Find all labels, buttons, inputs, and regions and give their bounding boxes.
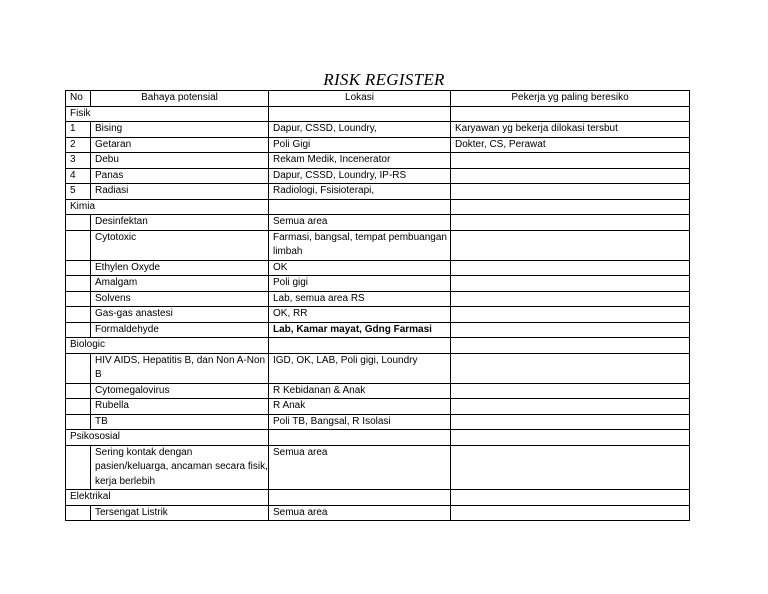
workers-cell: [451, 168, 690, 184]
row-number: [66, 215, 91, 231]
empty-cell: [451, 106, 690, 122]
header-location: Lokasi: [269, 91, 451, 107]
workers-cell: [451, 184, 690, 200]
workers-cell: [451, 276, 690, 292]
location-cell: Rekam Medik, Incenerator: [269, 153, 451, 169]
category-label: Psikososial: [66, 430, 269, 446]
empty-cell: [269, 199, 451, 215]
header-workers: Pekerja yg paling beresiko: [451, 91, 690, 107]
table-row: [66, 184, 690, 200]
empty-cell: [269, 490, 451, 506]
workers-cell: [451, 353, 690, 383]
hazard-cell: HIV AIDS, Hepatitis B, dan Non A-Non B: [91, 353, 269, 383]
workers-cell: Dokter, CS, Perawat: [451, 137, 690, 153]
empty-cell: [451, 490, 690, 506]
row-number: [66, 399, 91, 415]
row-number: 1: [66, 122, 91, 138]
table-row: [66, 230, 690, 260]
table-body: [66, 106, 690, 521]
table-row: [66, 445, 690, 490]
workers-cell: [451, 445, 690, 490]
row-number: 3: [66, 153, 91, 169]
risk-register-table: [65, 90, 690, 521]
hazard-cell: Cytomegalovirus: [91, 383, 269, 399]
empty-cell: [451, 338, 690, 354]
workers-cell: [451, 399, 690, 415]
row-number: 2: [66, 137, 91, 153]
empty-cell: [269, 106, 451, 122]
workers-cell: Karyawan yg bekerja dilokasi tersbut: [451, 122, 690, 138]
location-cell: IGD, OK, LAB, Poli gigi, Loundry: [269, 353, 451, 383]
row-number: 5: [66, 184, 91, 200]
hazard-cell: Ethylen Oxyde: [91, 260, 269, 276]
row-number: [66, 291, 91, 307]
category-label: Fisik: [66, 106, 269, 122]
workers-cell: [451, 230, 690, 260]
hazard-cell: Tersengat Listrik: [91, 505, 269, 521]
workers-cell: [451, 215, 690, 231]
category-row: [66, 430, 690, 446]
page-title: RISK REGISTER: [323, 70, 445, 89]
location-cell: Dapur, CSSD, Loundry,: [269, 122, 451, 138]
hazard-cell: TB: [91, 414, 269, 430]
category-label: Kimia: [66, 199, 269, 215]
category-label: Biologic: [66, 338, 269, 354]
empty-cell: [451, 430, 690, 446]
table-row: [66, 122, 690, 138]
hazard-cell: Cytotoxic: [91, 230, 269, 260]
row-number: [66, 276, 91, 292]
row-number: [66, 230, 91, 260]
location-cell: Dapur, CSSD, Loundry, IP-RS: [269, 168, 451, 184]
row-number: [66, 353, 91, 383]
location-cell: Radiologi, Fsisioterapi,: [269, 184, 451, 200]
location-cell: Lab, Kamar mayat, Gdng Farmasi: [269, 322, 451, 338]
workers-cell: [451, 260, 690, 276]
header-hazard: Bahaya potensial: [91, 91, 269, 107]
table-row: [66, 260, 690, 276]
table-row: [66, 322, 690, 338]
table-row: [66, 291, 690, 307]
table-row: [66, 276, 690, 292]
location-cell: Semua area: [269, 215, 451, 231]
empty-cell: [451, 199, 690, 215]
location-cell: Semua area: [269, 505, 451, 521]
location-cell: OK: [269, 260, 451, 276]
location-cell: Poli Gigi: [269, 137, 451, 153]
row-number: [66, 322, 91, 338]
category-label: Elektrikal: [66, 490, 269, 506]
row-number: [66, 307, 91, 323]
category-row: [66, 106, 690, 122]
hazard-cell: Formaldehyde: [91, 322, 269, 338]
workers-cell: [451, 322, 690, 338]
workers-cell: [451, 291, 690, 307]
table-row: [66, 505, 690, 521]
row-number: [66, 414, 91, 430]
hazard-cell: Gas-gas anastesi: [91, 307, 269, 323]
location-cell: R Anak: [269, 399, 451, 415]
hazard-cell: Panas: [91, 168, 269, 184]
hazard-cell: Sering kontak dengan pasien/keluarga, ancaman secara fisik, kerja berlebih: [91, 445, 269, 490]
workers-cell: [451, 414, 690, 430]
hazard-cell: Amalgam: [91, 276, 269, 292]
row-number: [66, 505, 91, 521]
category-row: [66, 338, 690, 354]
hazard-cell: Desinfektan: [91, 215, 269, 231]
workers-cell: [451, 505, 690, 521]
hazard-cell: Rubella: [91, 399, 269, 415]
table-row: [66, 215, 690, 231]
hazard-cell: Bising: [91, 122, 269, 138]
location-cell: Semua area: [269, 445, 451, 490]
hazard-cell: Debu: [91, 153, 269, 169]
table-row: [66, 414, 690, 430]
table-row: [66, 307, 690, 323]
workers-cell: [451, 383, 690, 399]
row-number: [66, 260, 91, 276]
row-number: 4: [66, 168, 91, 184]
location-cell: Poli gigi: [269, 276, 451, 292]
location-cell: R Kebidanan & Anak: [269, 383, 451, 399]
location-cell: Poli TB, Bangsal, R Isolasi: [269, 414, 451, 430]
table-row: [66, 153, 690, 169]
empty-cell: [269, 338, 451, 354]
location-cell: Lab, semua area RS: [269, 291, 451, 307]
row-number: [66, 445, 91, 490]
table-row: [66, 168, 690, 184]
hazard-cell: Radiasi: [91, 184, 269, 200]
hazard-cell: Solvens: [91, 291, 269, 307]
empty-cell: [269, 430, 451, 446]
category-row: [66, 199, 690, 215]
table-header-row: [66, 91, 690, 107]
category-row: [66, 490, 690, 506]
table-row: [66, 137, 690, 153]
table-row: [66, 353, 690, 383]
workers-cell: [451, 307, 690, 323]
table-row: [66, 383, 690, 399]
location-cell: OK, RR: [269, 307, 451, 323]
header-no: No: [66, 91, 91, 107]
location-cell: Farmasi, bangsal, tempat pembuangan limbah: [269, 230, 451, 260]
workers-cell: [451, 153, 690, 169]
row-number: [66, 383, 91, 399]
hazard-cell: Getaran: [91, 137, 269, 153]
table-row: [66, 399, 690, 415]
